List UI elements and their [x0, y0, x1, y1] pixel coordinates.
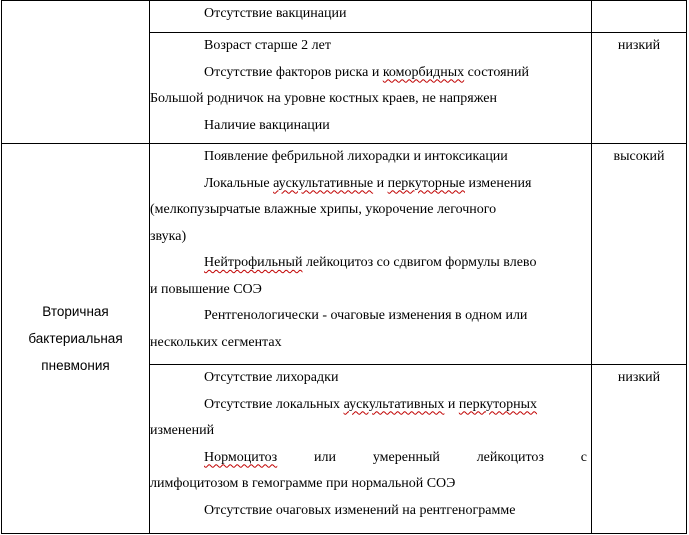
criteria-cell: [150, 1, 592, 33]
disease-name-line: пневмония: [41, 358, 110, 373]
criteria-line: Наличие вакцинации: [204, 117, 330, 133]
criteria-line: звука): [150, 228, 187, 244]
risk-level-label: высокий: [613, 149, 665, 164]
criteria-line: Отсутствие вакцинации: [204, 6, 347, 21]
criteria-line: (мелкопузырчатые влажные хрипы, укорочение легочного: [150, 202, 497, 217]
table-row: [2, 1, 687, 33]
criteria-line: Нормоцитоз или умеренный лейкоцитоз с: [204, 449, 587, 465]
criteria-line: нескольких сегментах: [150, 334, 282, 350]
disease-name-line: бактериальная: [28, 331, 123, 346]
criteria-line: Возраст старше 2 лет: [204, 38, 331, 53]
criteria-cell: [150, 365, 592, 534]
risk-table: [1, 0, 687, 534]
disease-name-cell: [2, 144, 150, 534]
criteria-line: Нейтрофильный лейкоцитоз со сдвигом формулы влево: [204, 255, 537, 270]
disease-name-line: Вторичная: [42, 304, 109, 319]
criteria-cell: [150, 144, 592, 365]
risk-level-label: низкий: [617, 38, 661, 53]
level-cell: [592, 365, 687, 534]
criteria-cell: [150, 33, 592, 144]
criteria-line: Рентгенологически - очаговые изменения в одном или: [204, 308, 528, 323]
criteria-line: Отсутствие очаговых изменений на рентгенограмме: [204, 502, 516, 518]
criteria-line: Локальные аускультативные и перкуторные изменения: [204, 175, 532, 191]
criteria-line: Отсутствие лихорадки: [204, 370, 339, 385]
criteria-line: Отсутствие факторов риска и коморбидных состояний: [204, 64, 530, 80]
empty-disease-cell: [2, 1, 150, 144]
level-cell: [592, 1, 687, 33]
criteria-line: Отсутствие локальных аускультативных и перкуторных: [204, 396, 538, 412]
level-cell: [592, 33, 687, 144]
level-cell: [592, 144, 687, 365]
criteria-line: Появление фебрильной лихорадки и интоксикации: [204, 149, 508, 164]
criteria-line: Большой родничок на уровне костных краев, не напряжен: [150, 91, 497, 106]
criteria-line: лимфоцитозом в гемограмме при нормальной СОЭ: [150, 476, 456, 491]
risk-level-label: низкий: [617, 370, 661, 385]
criteria-line: и повышение СОЭ: [150, 281, 262, 297]
table-row: [2, 144, 687, 365]
criteria-line: изменений: [150, 423, 215, 438]
